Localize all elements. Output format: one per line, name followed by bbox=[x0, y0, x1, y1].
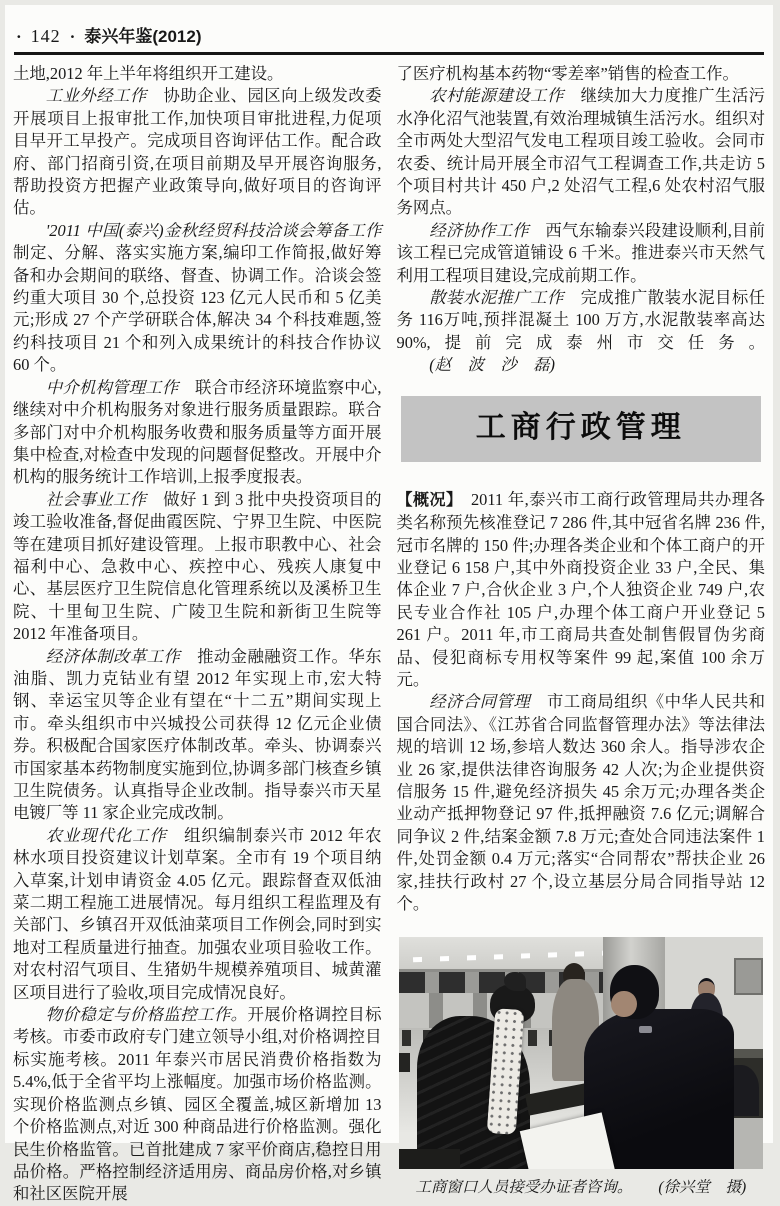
header-rule bbox=[14, 52, 764, 55]
paragraph-lead: 工业外经工作 bbox=[45, 86, 164, 106]
paragraph-text: 联合市经济环境监察中心,继续对中介机构服务对象进行服务质量跟踪。联合多部门对中介机构服务收费和服务质量等方面开展集中检查,对检查中发现的问题督促整改。开展中介机构的服务统计工作培训,上报季度报表。 bbox=[13, 377, 382, 487]
paragraph-text: 开展价格调控目标考核。市委市政府专门建立领导小组,对价格调控目标实施考核。2011 年泰兴市居民消费价格指数为 5.4%,低于全省平均上涨幅度。加强市场价格监测。实现价格监测点乡镇、园区全覆盖,城区新增加 13 个价格监测点,对近 300 种商品进行价格监测。强化民生价格监管。已首批建成 7 家平价商店,稳控日用品价格。严格控制经济适用房、商品房价格,对乡镇和社区医院开展 bbox=[13, 1005, 382, 1204]
paragraph-text: 协助企业、园区向上级发改委开展项目上报审批工作,加快项目审批进程,力促项目早开工早投产。完成项目咨询评估工作。配合政府、部门招商引资,在项目前期及早开展咨询服务,帮助投资方把握产业政策导向,做好项目的咨询评估。 bbox=[13, 86, 382, 218]
photo-foreground-chair bbox=[399, 1149, 461, 1170]
paragraph-text: 西气东输泰兴段建设顺利,目前该工程已完成管道铺设 6 千米。推进泰兴市天然气利用工程项目建设,完成前期工作。 bbox=[396, 220, 765, 285]
paragraph-text: 制定、分解、落实实施方案,编印工作简报,做好筹备和办会期间的联络、督查、协调工作。洽谈会签约重大项目 30 个,总投资 123 亿元人民币和 5 亿美元;形成 27 个产学研联合体,解决 34 个科技难题,签约科技项目 21 个和列入成果统计的科技合作协议 60 个。 bbox=[13, 243, 382, 375]
paragraph-lead: 物价稳定与价格监控工作。 bbox=[45, 1005, 248, 1025]
paragraph-text: 了医疗机构基本药物“零差率”销售的检查工作。 bbox=[396, 64, 739, 83]
paragraph bbox=[13, 63, 382, 85]
header-bullet-icon: · bbox=[16, 27, 22, 46]
paragraph-text: 市工商局组织《中华人民共和国合同法》、《江苏省合同监督管理办法》等法律法规的培训 12 场,参培人数达 360 余人。指导涉农企业 26 家,提供法律咨询服务 42 人次;为企业提供资信服务 15 件,避免经济损失 45 余万元;办理各类企业动产抵押物登记 97 件,抵押融资 7.6 亿元;调解合同争议 2 件,结案金额 7.8 万元;查处合同违法案件 1 件,处罚金额 0.4 万元;落实“合同帮农”帮扶企业 26 家,挂扶行政村 27 个,设立基层分局合同指导站 12 个。 bbox=[396, 692, 766, 913]
paragraph-text: 继续加大力度推广生活污水净化沼气池装置,有效治理城镇生活污水。组织对全市两处大型沼气发电工程项目竣工验收。会同市农委、统计局开展全市沼气工程调查工作,共走访 5 个项目村共计 450 户,2 处沼气工程,6 处农村沼气服务网点。 bbox=[396, 86, 766, 218]
section-title-box bbox=[401, 396, 762, 462]
right-column bbox=[397, 63, 766, 1206]
paragraph bbox=[397, 489, 766, 692]
paragraph-lead: 经济协作工作 bbox=[429, 220, 546, 240]
paragraph-text: 2011 年,泰兴市工商行政管理局共办理各类名称预先核准登记 7 286 件,其中冠省名牌 236 件,冠市名牌的 150 件;办理各类企业和个体工商户的开业登记 6 158 户,其中外商投资企业 33 户,全民、集体企业 7 户,合伙企业 3 户,个人独资企业 749 户,农民专业合作社 105 户,办理个体工商户开业登记 5 261 户。2011 年,市工商局共查处制售假冒伪劣商品、侵犯商标专用权等案件 99 起,案值 100 余万元。 bbox=[396, 489, 765, 689]
book-title: 泰兴年鉴(2012) bbox=[84, 27, 202, 46]
paragraph bbox=[13, 220, 398, 377]
paragraph bbox=[397, 85, 766, 219]
paragraph bbox=[13, 825, 382, 1004]
paragraph-lead: '2011 中国(泰兴)金秋经贸科技洽谈会筹备工作 bbox=[45, 220, 398, 240]
paragraph bbox=[13, 1004, 382, 1206]
paragraph bbox=[13, 377, 382, 489]
paragraph-lead: 散装水泥推广工作 bbox=[429, 288, 581, 308]
paragraph-text: 做好 1 到 3 批中央投资项目的竣工验收准备,督促曲霞医院、宁界卫生院、中医院等在建项目抓好建设管理。上报市职教中心、社会福利中心、急救中心、疾控中心、残疾人康复中心、基层医疗卫生院信息化管理系统以及溪桥卫生院、十里甸卫生院、广陵卫生院和新街卫生院等 2012 年准备项目。 bbox=[13, 489, 382, 644]
overview-label: 【概况】 bbox=[396, 491, 471, 509]
photo-caption: 工商窗口人员接受办证者咨询。 bbox=[415, 1179, 633, 1197]
paragraph-lead: 社会事业工作 bbox=[45, 489, 164, 509]
paragraph-lead: 农业现代化工作 bbox=[45, 825, 185, 845]
photo-officer-badge bbox=[639, 1026, 652, 1033]
yearbook-page bbox=[5, 5, 773, 1204]
author-attribution: (赵 波 沙 磊) bbox=[429, 355, 555, 375]
paragraph-text: 组织编制泰兴市 2012 年农林水项目投资建议计划草案。全市有 19 个项目纳入草案,计划申请资金 4.05 亿元。跟踪督查双低油菜二期工程施工进展情况。每月组织工程监理及有关部门、乡镇召开双低油菜项目工作例会,同时到实地对工程质量进行抽查。加强农业项目验收工作。对农村沼气项目、生猪奶牛规模养殖项目、城黄灌区项目进行了验收,项目完成情况良好。 bbox=[13, 825, 382, 1002]
paragraph-lead: 中介机构管理工作 bbox=[45, 377, 196, 397]
paragraph-text: 土地,2012 年上半年将组织开工建设。 bbox=[13, 64, 284, 83]
photo-caption-row bbox=[397, 1178, 766, 1198]
section-title: 工商行政管理 bbox=[475, 411, 686, 445]
paragraph bbox=[13, 85, 382, 219]
paragraph bbox=[397, 691, 766, 915]
photo-credit: (徐兴堂 摄) bbox=[658, 1179, 747, 1197]
paragraph bbox=[397, 287, 766, 377]
service-hall-photo bbox=[399, 937, 764, 1169]
paragraph-lead: 农村能源建设工作 bbox=[429, 86, 581, 106]
photo-officer-face bbox=[611, 991, 637, 1018]
paragraph bbox=[397, 63, 766, 85]
paragraph bbox=[13, 489, 382, 646]
photo-woman-ponytail bbox=[504, 972, 526, 991]
header-bullet-icon: · bbox=[69, 27, 76, 46]
paragraph-text: 推动金融融资工作。华东油脂、凯力克钴业有望 2012 年实现上市,宏大特钢、幸运宝贝等企业有望在“十二五”期间实现上市。牵头组织市中兴城投公司获得 12 亿元企业债券。积极配合国家医疗体制改革。牵头、协调泰兴市国家基本药物制度实施到位,协调多部门核查乡镇卫生院债务。认真指导企业改制。指导泰兴市天星电镀厂等 11 家企业完成改制。 bbox=[13, 646, 382, 823]
paragraph-text: 完成推广散装水泥目标任务 116万吨,预拌混凝土 100 万方,水泥散装率高达 90%,提前完成泰州市交任务。 bbox=[396, 288, 766, 352]
paragraph-lead: 经济合同管理 bbox=[429, 692, 547, 712]
page-number: 142 bbox=[30, 26, 61, 46]
left-column bbox=[13, 63, 398, 1206]
two-column-layout bbox=[13, 63, 765, 1206]
paragraph-lead: 经济体制改革工作 bbox=[45, 646, 198, 666]
paragraph bbox=[397, 220, 766, 287]
paragraph bbox=[13, 646, 382, 825]
photo-shelf bbox=[734, 958, 763, 994]
page-header bbox=[16, 22, 765, 47]
